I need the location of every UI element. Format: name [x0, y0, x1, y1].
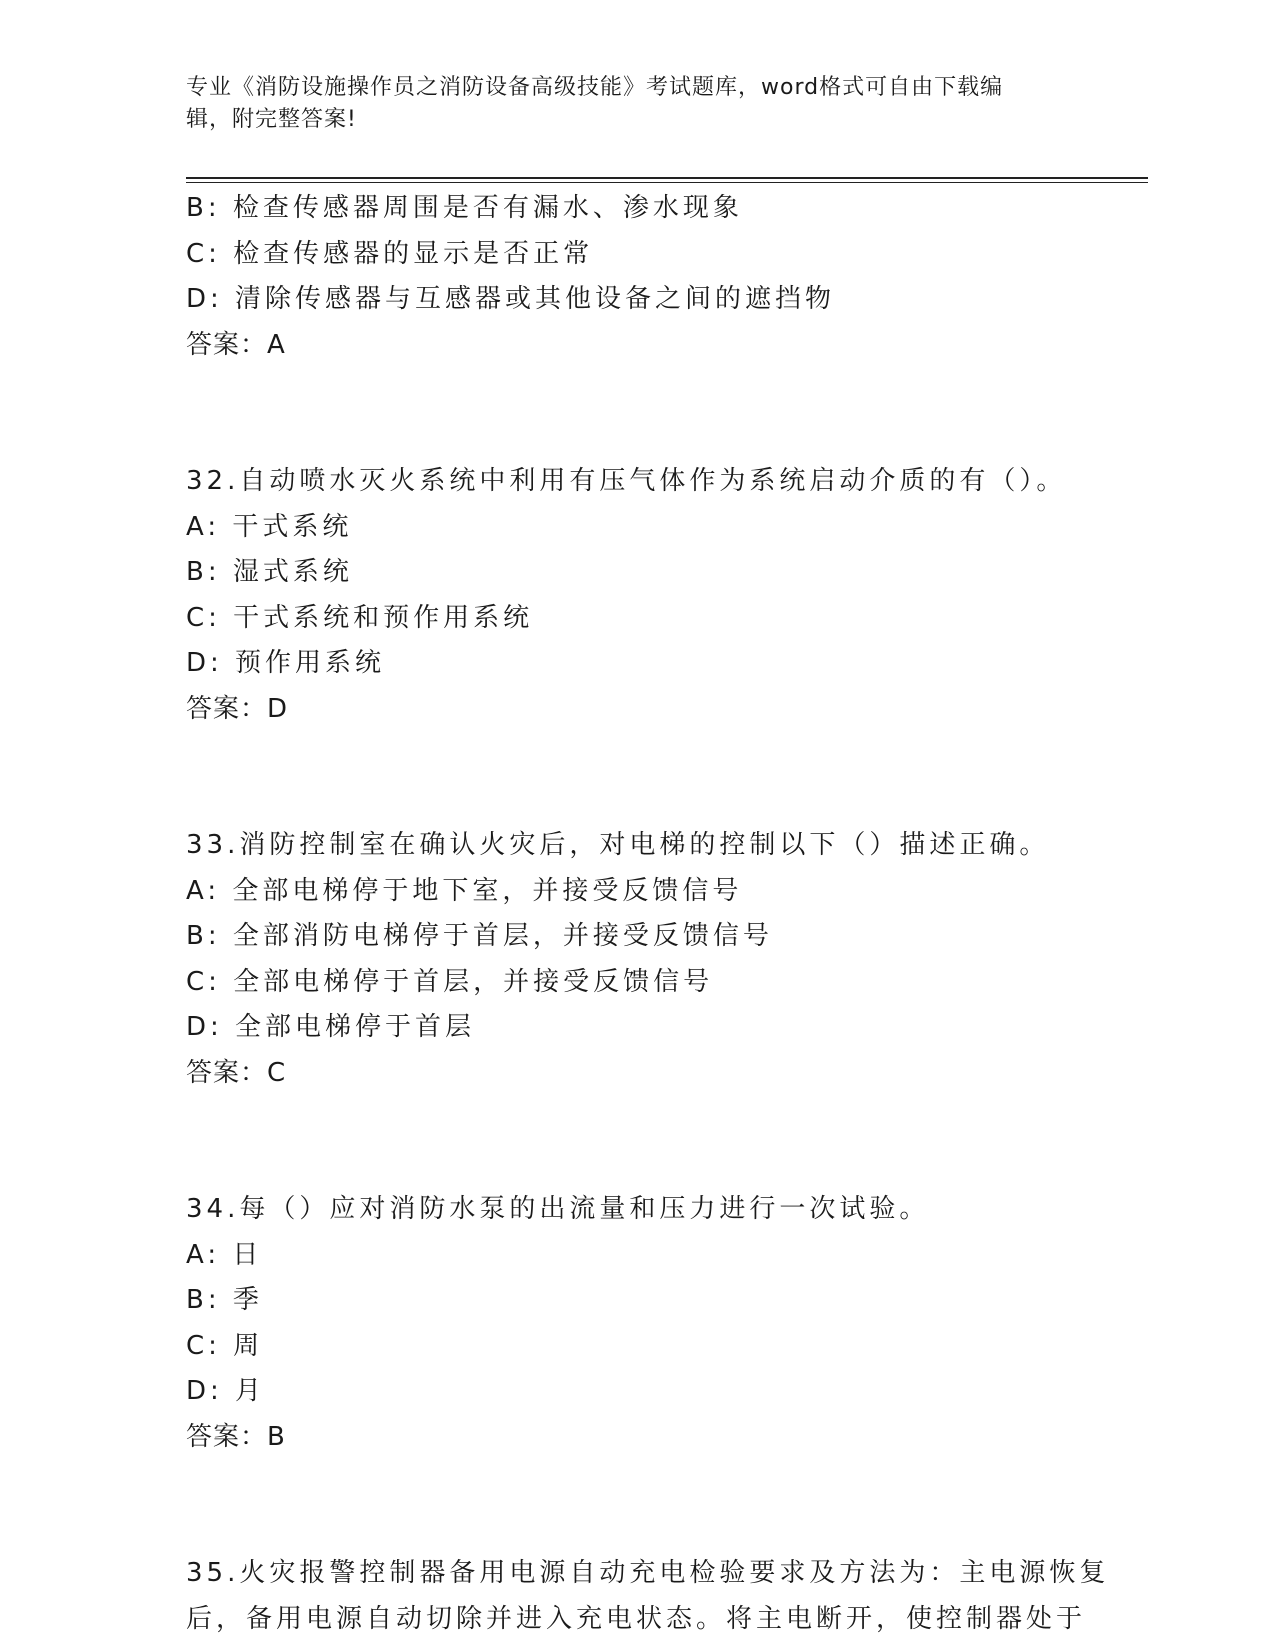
- question-35: [186, 1551, 1110, 1642]
- question-gap: [186, 368, 1086, 459]
- q34-option-c: C: 周: [186, 1330, 264, 1361]
- q34-stem: 34.每（）应对消防水泵的出流量和压力进行一次试验。: [186, 1194, 930, 1224]
- q35-stem-line-1: 35.火灾报警控制器备用电源自动充电检验要求及方法为：主电源恢复: [186, 1558, 1110, 1588]
- header-divider-thick: [186, 177, 1148, 179]
- q33-option-d: D: 全部电梯停于首层: [186, 1012, 476, 1042]
- question-gap: [186, 1460, 1086, 1551]
- q33-option-c: C: 全部电梯停于首层，并接受反馈信号: [186, 966, 714, 997]
- question-34: [186, 1187, 1086, 1460]
- question-list: [186, 186, 1110, 1642]
- q34-option-d: D: 月: [186, 1376, 266, 1406]
- q31-option-b: B: 检查传感器周围是否有漏水、渗水现象: [186, 193, 743, 223]
- q33-option-b: B: 全部消防电梯停于首层，并接受反馈信号: [186, 921, 773, 951]
- q32-option-b: B: 湿式系统: [186, 557, 353, 587]
- header-divider-thin: [186, 182, 1148, 183]
- q33-option-a: A: 全部电梯停于地下室，并接受反馈信号: [186, 875, 743, 906]
- question-gap: [186, 732, 1086, 823]
- q33-stem: 33.消防控制室在确认火灾后，对电梯的控制以下（）描述正确。: [186, 830, 1050, 860]
- q32-answer: 答案：D: [186, 693, 289, 724]
- question-33: [186, 823, 1086, 1096]
- q33-answer: 答案：C: [186, 1057, 287, 1088]
- q32-option-a: A: 干式系统: [186, 511, 353, 542]
- q34-answer: 答案：B: [186, 1421, 286, 1452]
- q31-option-d: D: 清除传感器与互感器或其他设备之间的遮挡物: [186, 284, 836, 314]
- q35-stem-line-2: 后，备用电源自动切除并进入充电状态。将主电断开，使控制器处于: [186, 1603, 1087, 1634]
- question-gap: [186, 1096, 1086, 1187]
- document-header: [186, 72, 1066, 136]
- q32-stem: 32.自动喷水灭火系统中利用有压气体作为系统启动介质的有（）。: [186, 466, 1067, 496]
- question-31: [186, 186, 1086, 368]
- header-line-2: 辑，附完整答案!: [186, 107, 357, 132]
- q32-option-c: C: 干式系统和预作用系统: [186, 602, 534, 633]
- q31-option-c: C: 检查传感器的显示是否正常: [186, 238, 594, 269]
- header-line-1: 专业《消防设施操作员之消防设备高级技能》考试题库，word格式可自由下载编: [186, 75, 1004, 100]
- q34-option-a: A: 日: [186, 1239, 263, 1270]
- q34-option-b: B: 季: [186, 1285, 263, 1315]
- q32-option-d: D: 预作用系统: [186, 648, 386, 678]
- q31-answer: 答案：A: [186, 329, 286, 360]
- question-32: [186, 459, 1086, 732]
